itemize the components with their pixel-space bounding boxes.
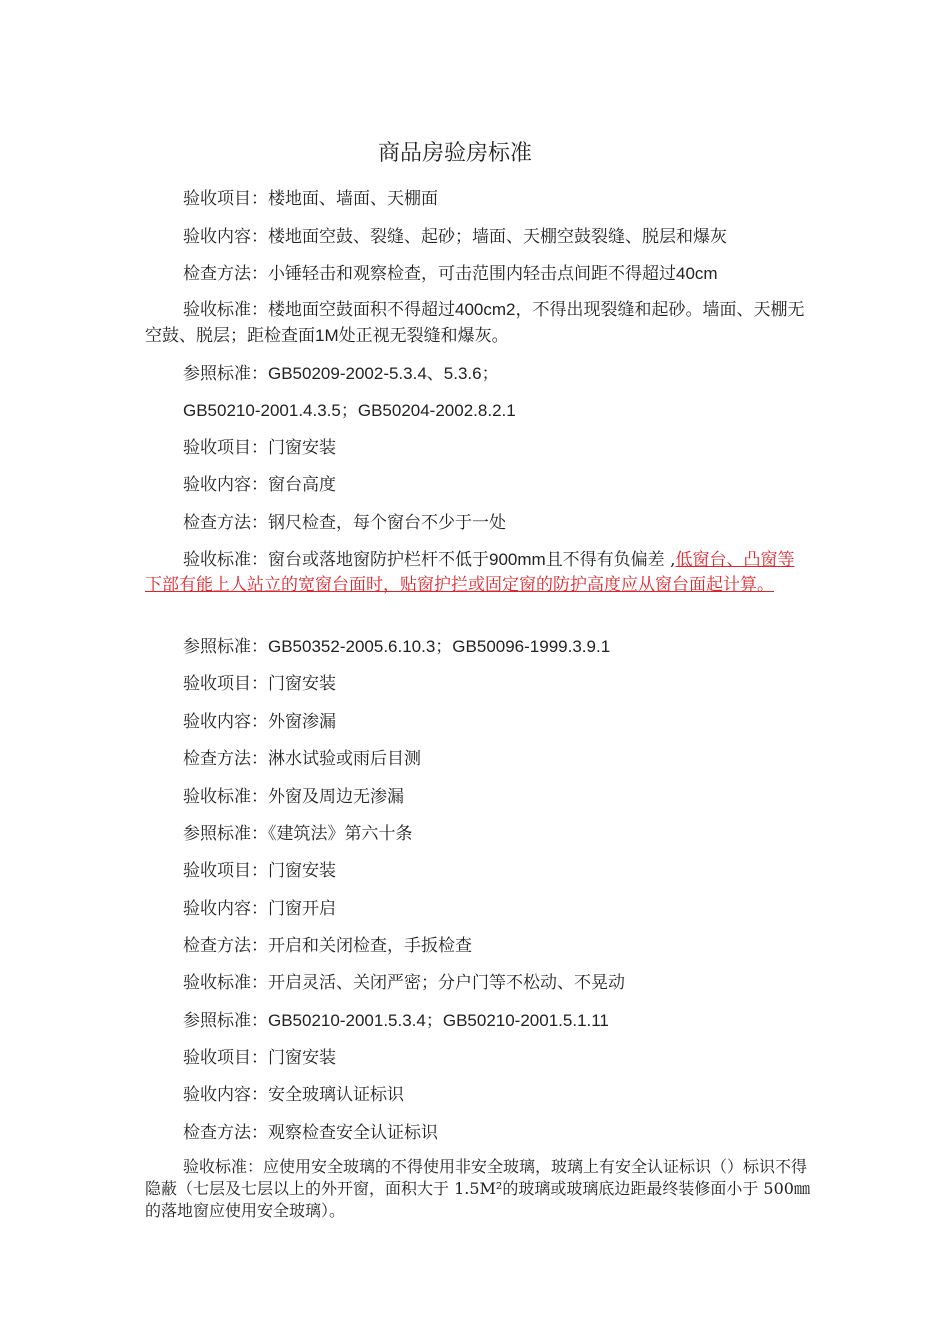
text-segment: GB50210-2001.5.3.4；GB50210-2001.5.1.11 bbox=[268, 1011, 609, 1030]
text-segment: 参照标准： bbox=[183, 1011, 268, 1031]
text-line: 验收内容：门窗开启 bbox=[183, 899, 336, 919]
text-line: 检查方法：观察检查安全认证标识 bbox=[183, 1123, 438, 1143]
text-segment: 参照标准： bbox=[183, 637, 268, 657]
text-segment: 参照标准： bbox=[183, 364, 268, 384]
paragraph bbox=[145, 297, 810, 349]
text-segment: 验收标准：窗台或落地窗防护栏杆不低于 bbox=[183, 550, 489, 570]
text-line: 验收标准：外窗及周边无渗漏 bbox=[183, 787, 404, 807]
text-line bbox=[183, 362, 499, 386]
page-title: 商品房验房标准 bbox=[377, 141, 532, 166]
text-line: GB50210-2001.4.3.5；GB50204-2002.8.2.1 bbox=[183, 401, 516, 420]
text-line bbox=[183, 262, 718, 286]
text-line: 验收内容：安全玻璃认证标识 bbox=[183, 1085, 404, 1105]
text-line: 参照标准：《建筑法》第六十条 bbox=[183, 824, 413, 844]
text-line: 验收内容：窗台高度 bbox=[183, 475, 336, 495]
text-segment: 验收标准：楼地面空鼓面积不得超过 bbox=[183, 300, 455, 320]
text-line bbox=[183, 635, 610, 659]
text-segment: 且不得有负偏差 , bbox=[545, 550, 676, 570]
text-line: 检查方法：开启和关闭检查，手扳检查 bbox=[183, 936, 472, 956]
text-segment: GB50209-2002-5.3.4、5.3.6； bbox=[268, 364, 499, 383]
paragraph bbox=[145, 1156, 810, 1222]
text-line: 验收内容：外窗渗漏 bbox=[183, 712, 336, 732]
paragraph bbox=[145, 547, 810, 598]
text-segment: 处正视无裂缝和爆灰。 bbox=[338, 326, 509, 346]
text-line: 验收内容：楼地面空鼓、裂缝、起砂；墙面、天棚空鼓裂缝、脱层和爆灰 bbox=[183, 227, 727, 247]
text-segment: 40cm bbox=[676, 264, 718, 283]
text-segment: 检查方法：小锤轻击和观察检查，可击范围内轻击点间距不得超过 bbox=[183, 264, 676, 284]
text-segment: 1M bbox=[315, 326, 339, 345]
text-line: 验收标准：开启灵活、关闭严密；分户门等不松动、不晃动 bbox=[183, 973, 625, 993]
text-line: 验收项目：门窗安装 bbox=[183, 861, 336, 881]
text-line: 验收项目：门窗安装 bbox=[183, 674, 336, 694]
text-segment: GB50352-2005.6.10.3；GB50096-1999.3.9.1 bbox=[268, 637, 611, 656]
highlighted-text: 低窗台、凸窗等下部有能上人站立的宽窗台面时，贴窗护拦或固定窗的防护高度应从窗台面起计算。 bbox=[145, 550, 795, 595]
text-line: 检查方法：钢尺检查，每个窗台不少于一处 bbox=[183, 513, 506, 533]
text-line: 验收项目：门窗安装 bbox=[183, 1048, 336, 1068]
text-line: 检查方法：淋水试验或雨后目测 bbox=[183, 749, 421, 769]
text-segment: ，不得出现裂缝和起砂。墙面、天棚无空鼓、脱层；距检查面 bbox=[145, 300, 805, 346]
text-line bbox=[183, 1009, 609, 1033]
text-segment: 400cm2 bbox=[455, 300, 516, 319]
text-line: 验收项目：门窗安装 bbox=[183, 438, 336, 458]
text-line: 验收项目：楼地面、墙面、天棚面 bbox=[183, 189, 438, 209]
text-segment: 900mm bbox=[489, 550, 546, 569]
text-segment: 验收标准：应使用安全玻璃的不得使用非安全玻璃，玻璃上有安全认证标识（）标识不得隐蔽（七层及七层以上的外开窗，面积大于 1.5M²的玻璃或玻璃底边距最终装修面小于 500㎜ 的落地窗应使用安全玻璃）。 bbox=[145, 1157, 810, 1220]
